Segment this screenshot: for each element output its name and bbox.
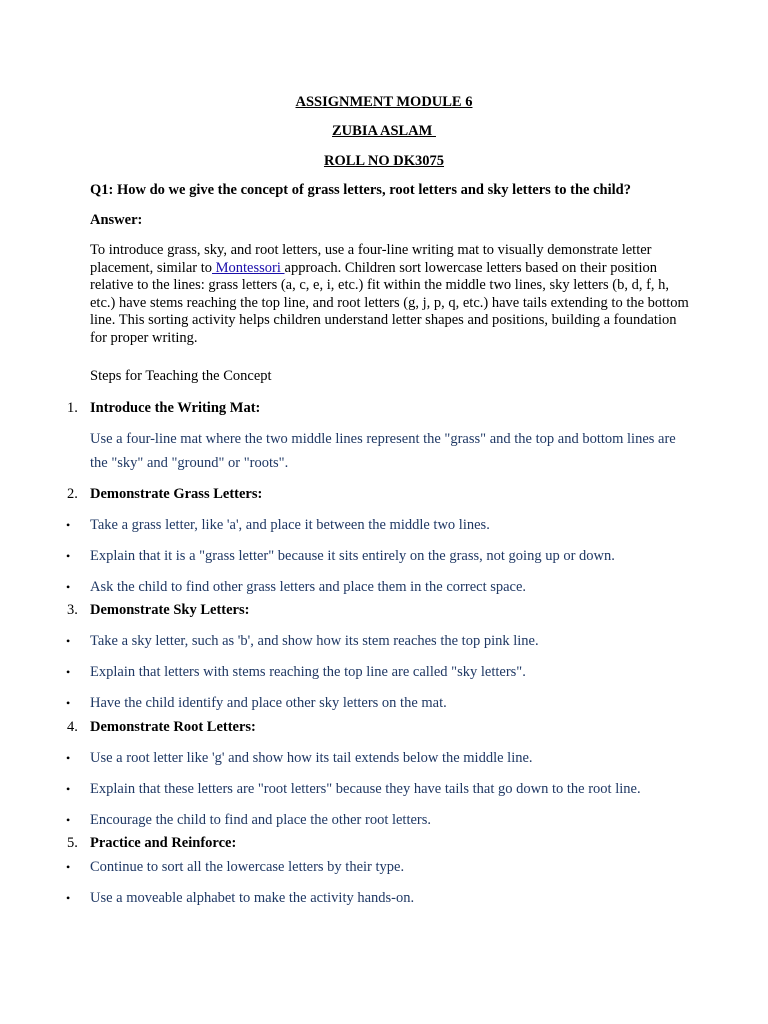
steps-heading: Steps for Teaching the Concept	[90, 368, 272, 384]
answer-label: Answer:	[90, 212, 143, 228]
assignment-title: ASSIGNMENT MODULE 6	[295, 94, 473, 110]
bullet-marker: •	[66, 580, 71, 594]
step-description: Use a four-line mat where the two middle lines represent the "grass" and the top and bottom lines are the "sky" and "ground" or "roots".	[90, 431, 676, 471]
intro-after-link: approach. Children sort lowercase letters based on their position relative to the lines: grass letters (a, c, e, i, etc.) fit within the middle two lines, sky letters (b, d, f, h, etc.) have stems reaching the top line, and root letters (g, j, p, q, etc.) have tails extending to the bottom line. This sorting activity helps children understand letter shapes and positions, building a foundation for proper writing.	[90, 259, 689, 346]
list-item: Use a moveable alphabet to make the activity hands-on.	[90, 890, 415, 906]
list-item: Take a grass letter, like 'a', and place it between the middle two lines.	[90, 517, 490, 533]
step-title: Practice and Reinforce:	[90, 835, 237, 851]
student-name: ZUBIA ASLAM	[332, 123, 436, 139]
bullet-marker: •	[66, 813, 71, 827]
list-item: Explain that these letters are "root letters" because they have tails that go down to the root line.	[90, 781, 641, 797]
question-text: Q1: How do we give the concept of grass letters, root letters and sky letters to the child?	[90, 182, 631, 198]
list-item: Have the child identify and place other sky letters on the mat.	[90, 695, 447, 711]
bullet-marker: •	[66, 634, 71, 648]
bullet-marker: •	[66, 696, 71, 710]
step-number: 4.	[67, 719, 78, 735]
intro-paragraph	[90, 242, 690, 348]
bullet-marker: •	[66, 518, 71, 532]
list-item: Explain that letters with stems reaching the top line are called "sky letters".	[90, 664, 526, 680]
step-title: Demonstrate Root Letters:	[90, 719, 256, 735]
list-item: Explain that it is a "grass letter" because it sits entirely on the grass, not going up or down.	[90, 548, 615, 564]
list-item: Use a root letter like 'g' and show how its tail extends below the middle line.	[90, 750, 533, 766]
bullet-marker: •	[66, 782, 71, 796]
step-number: 3.	[67, 602, 78, 618]
bullet-marker: •	[66, 860, 71, 874]
bullet-marker: •	[66, 665, 71, 679]
list-item: Encourage the child to find and place the other root letters.	[90, 812, 432, 828]
list-item: Ask the child to find other grass letters and place them in the correct space.	[90, 579, 527, 595]
step-number: 5.	[67, 835, 78, 851]
montessori-link[interactable]: Montessori	[212, 259, 285, 276]
intro-before-link: To introduce grass, sky, and root letters, use a four-line writing mat to visually demonstrate letter placement, similar to	[90, 242, 652, 276]
step-title: Introduce the Writing Mat:	[90, 400, 261, 416]
list-item: Continue to sort all the lowercase letters by their type.	[90, 859, 405, 875]
step-number: 2.	[67, 486, 78, 502]
roll-number: ROLL NO DK3075	[323, 153, 445, 169]
step-title: Demonstrate Sky Letters:	[90, 602, 250, 618]
bullet-marker: •	[66, 549, 71, 563]
bullet-marker: •	[66, 751, 71, 765]
bullet-marker: •	[66, 891, 71, 905]
step-number: 1.	[67, 400, 78, 416]
step-title: Demonstrate Grass Letters:	[90, 486, 263, 502]
list-item: Take a sky letter, such as 'b', and show how its stem reaches the top pink line.	[90, 633, 539, 649]
